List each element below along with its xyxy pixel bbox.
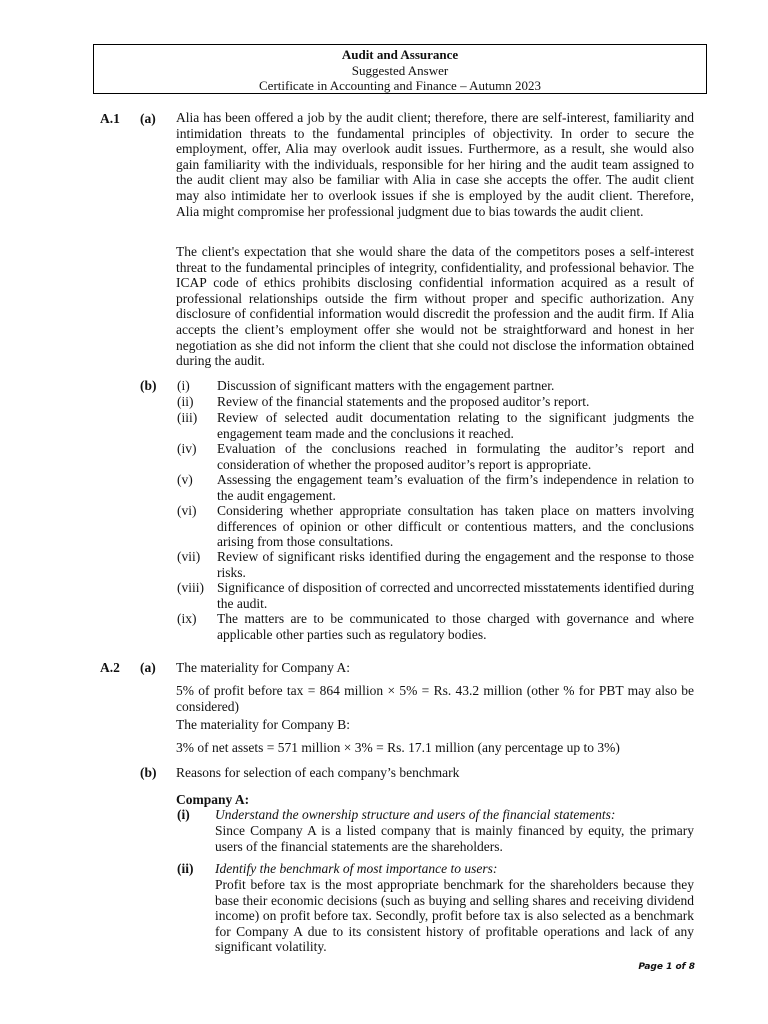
list-item-number: (v) — [177, 472, 193, 487]
list-item-number: (i) — [177, 378, 190, 393]
part-label-a1b: (b) — [140, 378, 157, 393]
materiality-company-a-calc: 5% of profit before tax = 864 million × 5% = Rs. 43.2 million (other % for PBT may also be considered) — [176, 683, 694, 714]
question-label-a1: A.1 — [100, 111, 120, 126]
question-label-a2: A.2 — [100, 660, 120, 675]
list-item-number: (viii) — [177, 580, 204, 595]
list-item-text: Review of the financial statements and the proposed auditor’s report. — [217, 394, 590, 409]
materiality-company-b-label: The materiality for Company B: — [176, 717, 350, 732]
sub-item-text: Since Company A is a listed company that is mainly financed by equity, the primary users of the financial statements are the shareholders. — [215, 823, 694, 854]
list-item-number: (ix) — [177, 611, 197, 626]
sub-item-number: (i) — [177, 807, 190, 822]
header-course: Certificate in Accounting and Finance – Autumn 2023 — [259, 78, 541, 93]
list-item-number: (iv) — [177, 441, 197, 456]
list-item-number: (vi) — [177, 503, 197, 518]
part-label-a1a: (a) — [140, 111, 156, 126]
list-item-text: Considering whether appropriate consultation has taken place on matters involving differences of opinion or other difficult or contentious matters, and the conclusions arising from those consultations. — [217, 503, 694, 550]
header-title: Audit and Assurance — [341, 47, 459, 62]
list-item-text: Review of selected audit documentation relating to the significant judgments the engagement team made and the conclusions it reached. — [217, 410, 694, 441]
list-item-text: Discussion of significant matters with the engagement partner. — [217, 378, 555, 393]
benchmark-intro: Reasons for selection of each company’s benchmark — [176, 765, 460, 780]
page-number: Page 1 of 8 — [638, 962, 695, 972]
list-item-text: Review of significant risks identified during the engagement and the response to those risks. — [217, 549, 694, 580]
document-header — [93, 44, 707, 94]
list-item-text: Assessing the engagement team’s evaluation of the firm’s independence in relation to the audit engagement. — [217, 472, 694, 503]
answer-a1a-paragraph-2: The client's expectation that she would share the data of the competitors poses a self-interest threat to the fundamental principles of integrity, confidentiality, and professional behavior. The ICAP code of ethics prohibits disclosing confidential information acquired as a result of professional relationships outside the firm without proper and specific authorization. Any disclosure of confidential information would discredit the profession and the audit firm. If Alia accepts the client’s employment offer she would not be straightforward and honest in her negotiation as she did not inform the client that she could not disclose the information obtained during the audit. — [176, 244, 694, 369]
materiality-company-a-label: The materiality for Company A: — [176, 660, 350, 675]
list-item-text: The matters are to be communicated to those charged with governance and where applicable other parties such as regulatory bodies. — [217, 611, 694, 642]
list-item-text: Evaluation of the conclusions reached in formulating the auditor’s report and consideration of whether the proposed auditor’s report is appropriate. — [217, 441, 694, 472]
sub-item-heading: Identify the benchmark of most importance to users: — [215, 861, 498, 876]
part-label-a2a: (a) — [140, 660, 156, 675]
sub-item-heading: Understand the ownership structure and users of the financial statements: — [215, 807, 616, 822]
list-item-number: (ii) — [177, 394, 194, 409]
answer-a1a-paragraph-1: Alia has been offered a job by the audit client; therefore, there are self-interest, familiarity and intimidation threats to the fundamental principles of objectivity. In order to secure the employment, offer, Alia may overlook audit issues. Furthermore, as a result, she would also gain familiarity with the individuals, responsible for her hiring and the audit team assigned to the audit client may also be familiar with Alia in case she accepts the offer. The audit client may also intimidate her to overlook issues if she is employed by the audit client. Therefore, Alia might compromise her professional judgment due to bias towards the audit client. — [176, 110, 694, 219]
company-a-heading: Company A: — [176, 792, 250, 807]
sub-item-text: Profit before tax is the most appropriate benchmark for the shareholders because they base their economic decisions (such as buying and selling shares and receiving dividend income) on profit before tax. Secondly, profit before tax is also selected as a benchmark for Company A due to its consistent history of profitable operations and lack of any significant volatility. — [215, 877, 694, 955]
part-label-a2b: (b) — [140, 765, 157, 780]
list-item-text: Significance of disposition of corrected and uncorrected misstatements identified during the audit. — [217, 580, 694, 611]
materiality-company-b-calc: 3% of net assets = 571 million × 3% = Rs. 17.1 million (any percentage up to 3%) — [176, 740, 620, 755]
list-item-number: (vii) — [177, 549, 201, 564]
header-subtitle: Suggested Answer — [351, 62, 449, 78]
list-item-number: (iii) — [177, 410, 198, 425]
sub-item-number: (ii) — [177, 861, 194, 876]
